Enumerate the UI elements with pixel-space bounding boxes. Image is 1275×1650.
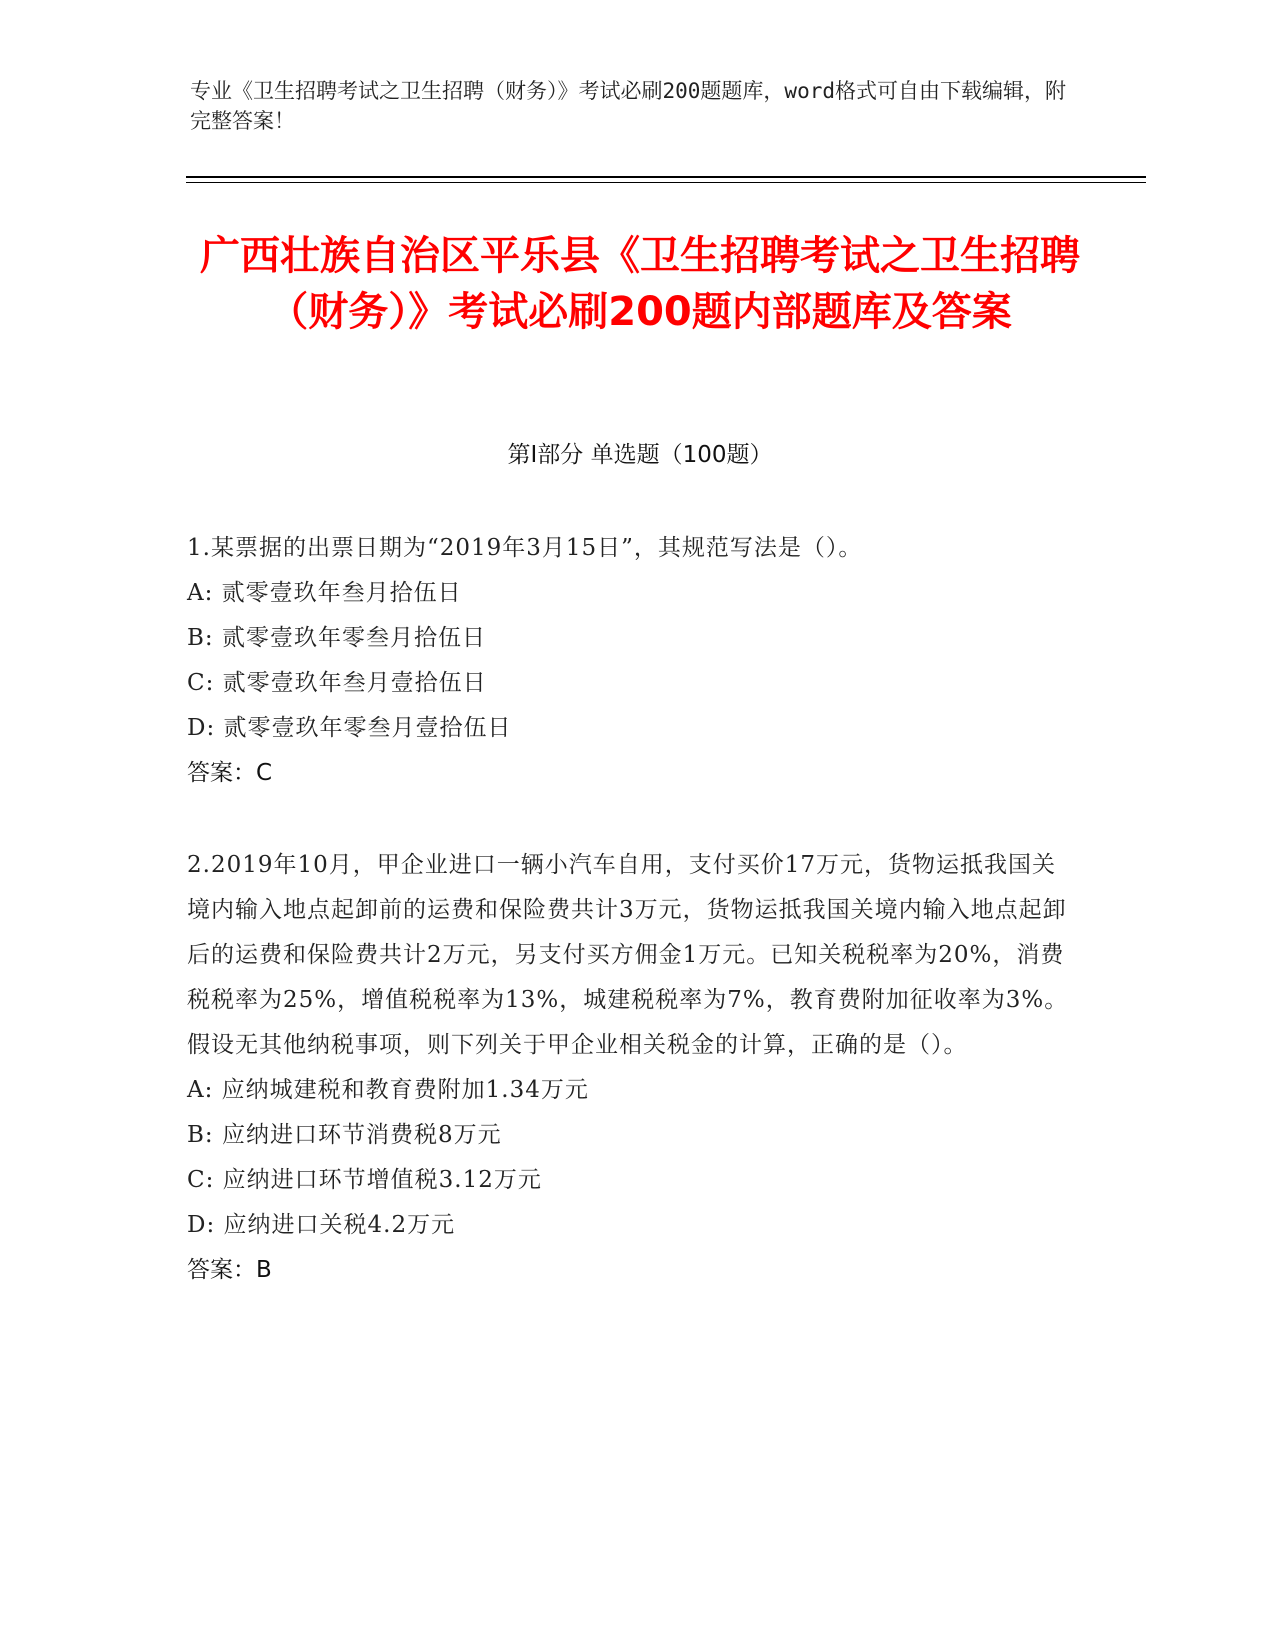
question-2: [187, 843, 1072, 1293]
option-c: C: 贰零壹玖年叁月壹拾伍日: [187, 670, 487, 696]
option-d: D: 贰零壹玖年零叁月壹拾伍日: [187, 715, 512, 741]
option-b: B: 贰零壹玖年零叁月拾伍日: [187, 625, 486, 651]
option-a: A: 贰零壹玖年叁月拾伍日: [187, 580, 462, 606]
header-divider-thin: [186, 182, 1146, 183]
option-c: C: 应纳进口环节增值税3.12万元: [187, 1167, 542, 1193]
option-a: A: 应纳城建税和教育费附加1.34万元: [187, 1077, 589, 1103]
header-divider-thick: [186, 176, 1146, 178]
answer: 答案：C: [187, 760, 273, 786]
document-title: 广西壮族自治区平乐县《卫生招聘考试之卫生招聘（财务）》考试必刷200题内部题库及答案: [200, 233, 1080, 335]
option-b: B: 应纳进口环节消费税8万元: [187, 1122, 502, 1148]
question-stem: 1.某票据的出票日期为“2019年3月15日”，其规范写法是（）。: [187, 535, 863, 561]
section-title: 第Ⅰ部分 单选题（100题）: [507, 442, 773, 468]
header-note: 专业《卫生招聘考试之卫生招聘（财务）》考试必刷200题题库，word格式可自由下载编辑，附完整答案！: [190, 79, 1066, 133]
answer: 答案：B: [187, 1257, 272, 1283]
question-1: [187, 526, 1072, 796]
option-d: D: 应纳进口关税4.2万元: [187, 1212, 456, 1238]
question-stem: 2.2019年10月，甲企业进口一辆小汽车自用，支付买价17万元，货物运抵我国关境内输入地点起卸前的运费和保险费共计3万元，货物运抵我国关境内输入地点起卸后的运费和保险费共计2万元，另支付买方佣金1万元。已知关税税率为20%，消费税税率为25%，增值税税率为13%，城建税税率为7%，教育费附加征收率为3%。假设无其他纳税事项，则下列关于甲企业相关税金的计算，正确的是（）。: [187, 852, 1069, 1058]
